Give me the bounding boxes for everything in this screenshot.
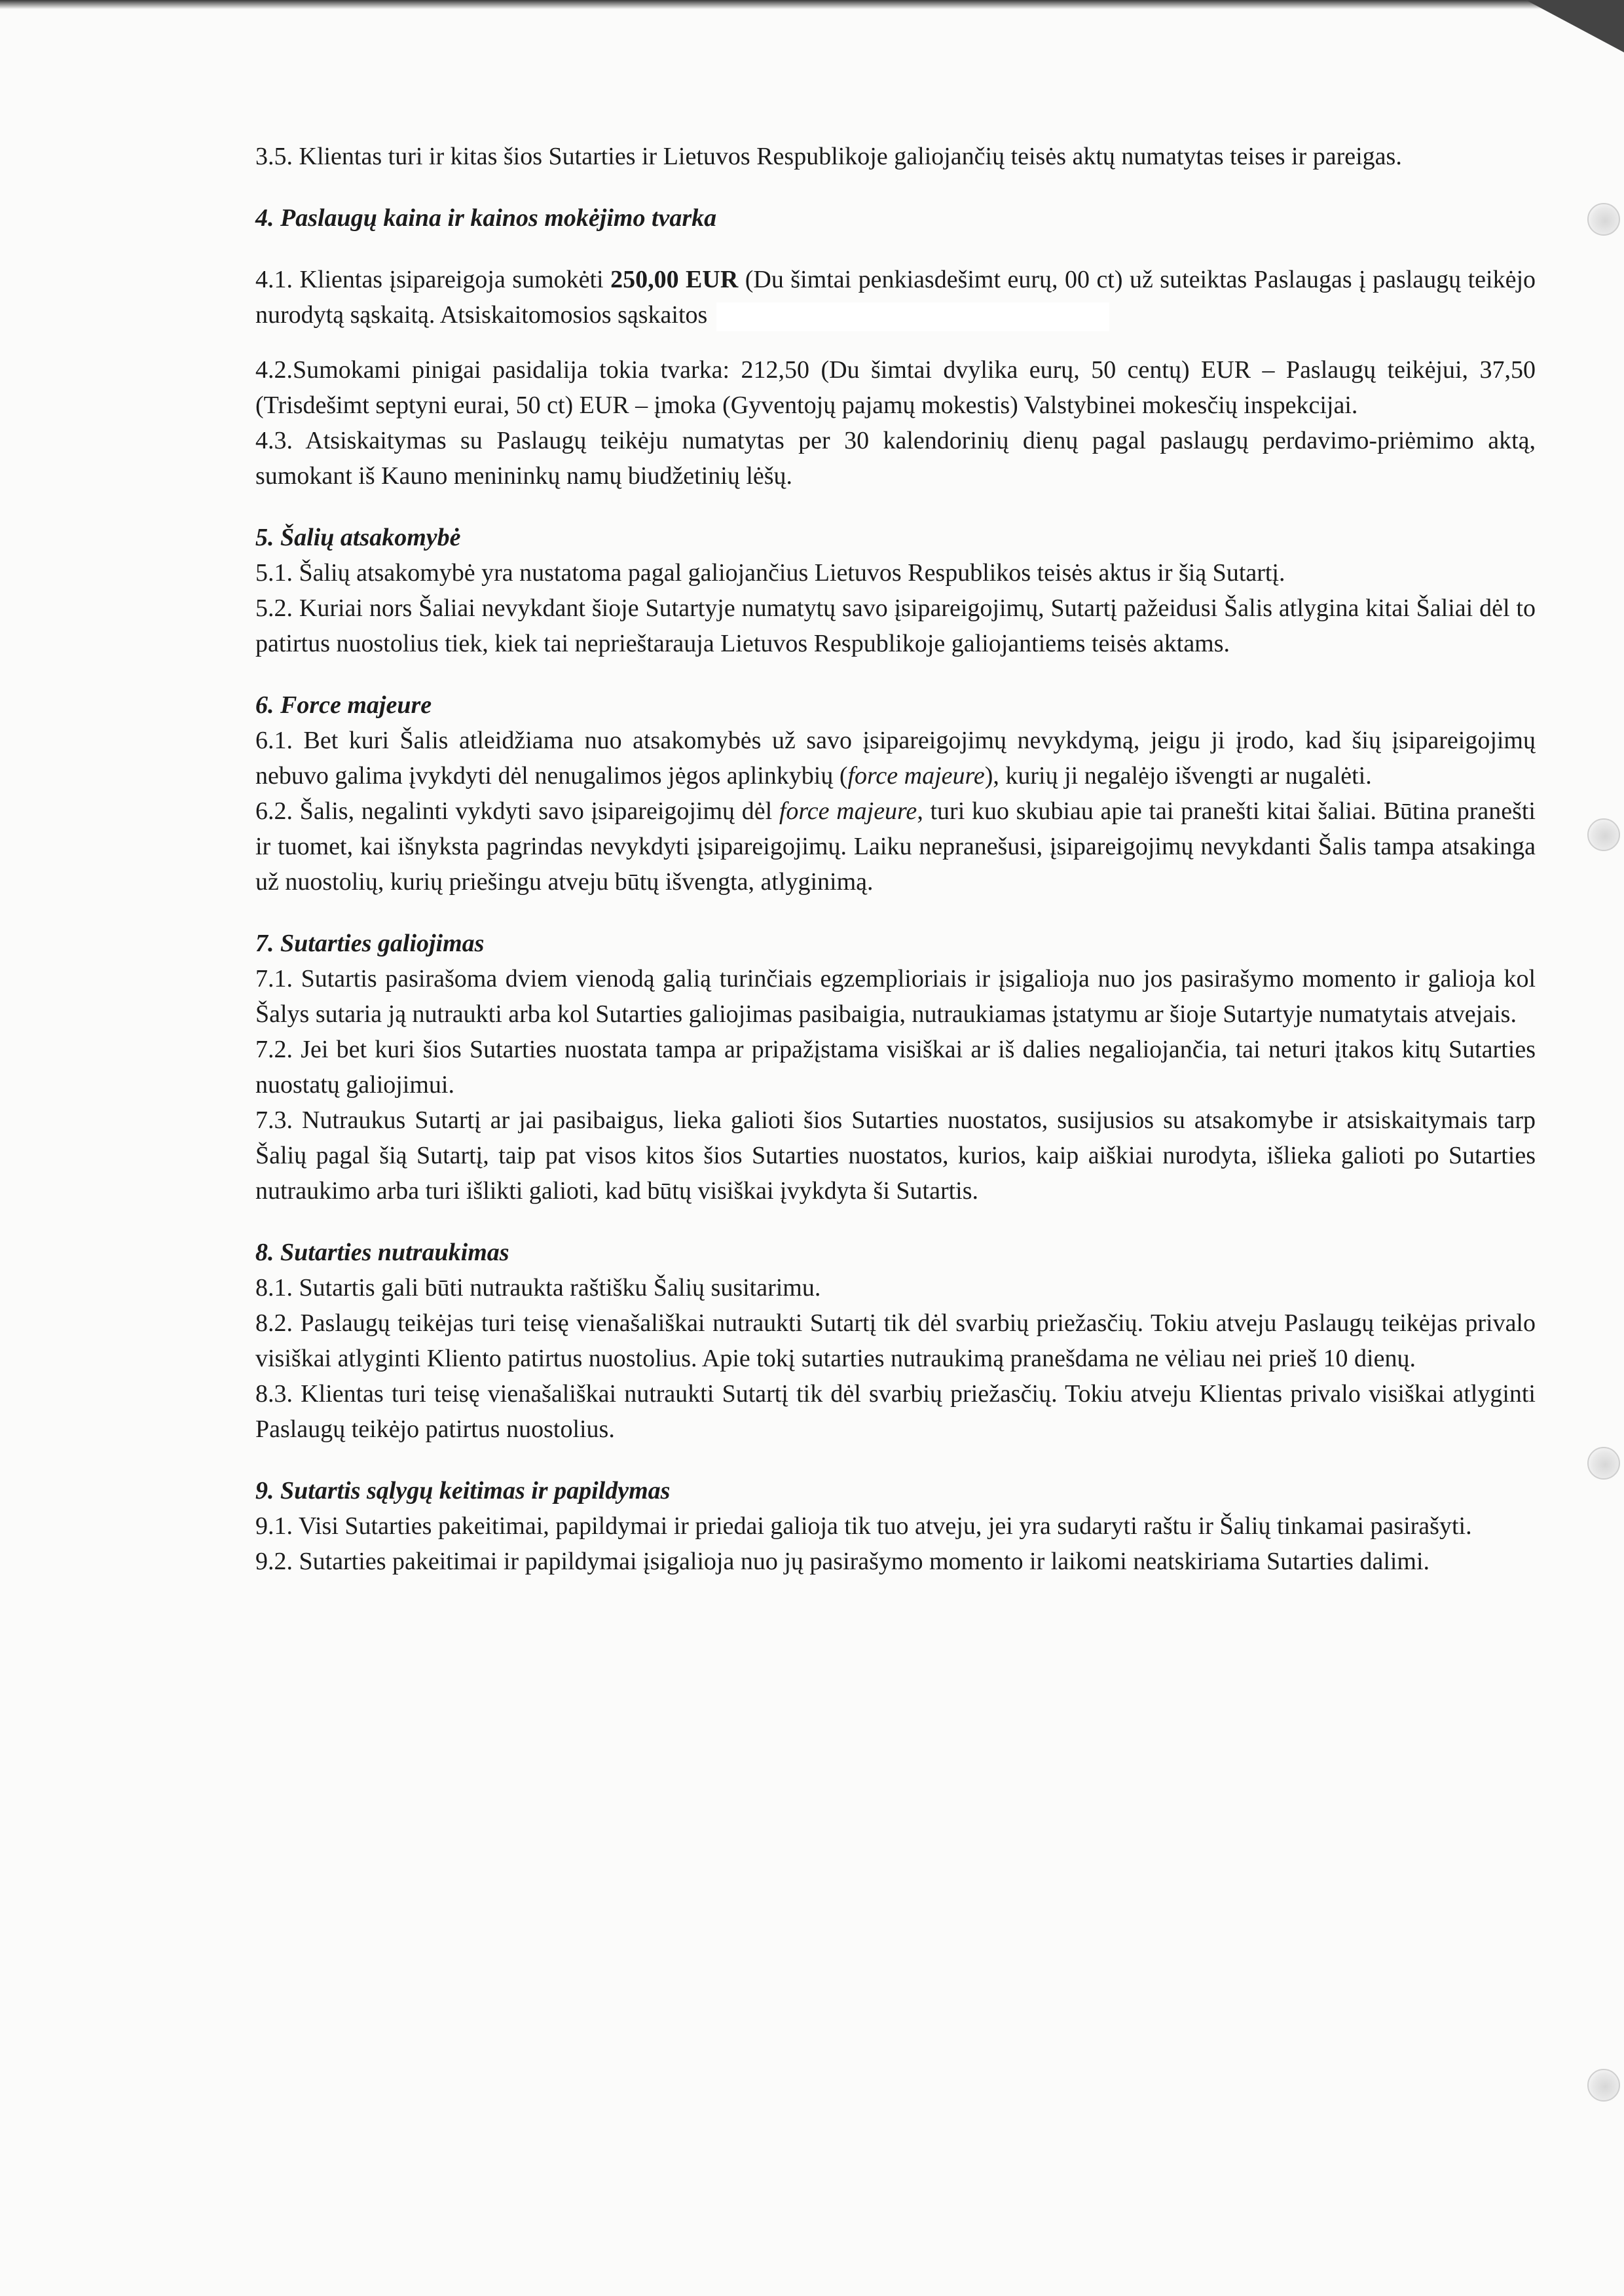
clause-6-2-text-b: , turi kuo skubiau apie tai pranešti kitai šaliai. Būtina pranešti ir tuomet, kai išnyksta pagrindas nevykdyti įsipareigojimų. Laiku nepranešusi, įsipareigojimų nevykdanti Šalis tampa atsakinga už nuostolių, kurių priešingu atveju būtų išvengta, atlyginimą. — [255, 797, 1536, 896]
clause-6-2-force-majeure: force majeure — [779, 797, 917, 825]
clause-6-1-text-b: ), kurių ji negalėjo išvengti ar nugalėti. — [984, 762, 1372, 790]
scan-top-edge — [0, 0, 1624, 9]
section-8-heading: 8. Sutarties nutraukimas — [255, 1239, 509, 1266]
clause-4-1 — [255, 262, 1536, 333]
clause-5-2: 5.2. Kuriai nors Šaliai nevykdant šioje Sutartyje numatytų savo įsipareigojimų, Sutartį pažeidusi Šalis atlygina kitai Šaliai dėl to patirtus nuostolius tiek, kiek tai neprieštarauja Lietuvos Respublikoje galiojantiems teisės aktams. — [255, 594, 1536, 657]
section-6-heading: 6. Force majeure — [255, 691, 432, 719]
clause-8-2: 8.2. Paslaugų teikėjas turi teisę vienašališkai nutraukti Sutartį tik dėl svarbių priežasčių. Tokiu atveju Paslaugų teikėjas privalo visiškai atlyginti Kliento patirtus nuostolius. Apie tokį sutarties nutraukimą pranešdama ne vėliau nei prieš 10 dienų. — [255, 1309, 1536, 1372]
section-4-heading: 4. Paslaugų kaina ir kainos mokėjimo tvarka — [255, 204, 717, 232]
clause-6-1-force-majeure: force majeure — [847, 762, 985, 790]
punch-hole-1 — [1587, 203, 1620, 236]
clause-9-2: 9.2. Sutarties pakeitimai ir papildymai įsigalioja nuo jų pasirašymo momento ir laikomi neatskiriama Sutarties dalimi. — [255, 1548, 1430, 1575]
clause-4-1-text-a: 4.1. Klientas įsipareigoja sumokėti — [255, 266, 604, 293]
section-5-heading: 5. Šalių atsakomybė — [255, 524, 461, 551]
clause-6-1-text-a: 6.1. Bet kuri Šalis atleidžiama nuo atsakomybės už savo įsipareigojimų nevykdymą, jeigu ji įrodo, kad šių įsipareigojimų nebuvo galima įvykdyti dėl nenugalimos jėgos aplinkybių ( — [255, 727, 1536, 790]
clause-8-3: 8.3. Klientas turi teisę vienašališkai nutraukti Sutartį tik dėl svarbių priežasčių. Tokiu atveju Klientas privalo visiškai atlyginti Paslaugų teikėjo patirtus nuostolius. — [255, 1380, 1536, 1443]
clause-9-1: 9.1. Visi Sutarties pakeitimai, papildymai ir priedai galioja tik tuo atveju, jei yra sudaryti raštu ir Šalių tinkamai pasirašyti. — [255, 1512, 1472, 1540]
section-9-heading: 9. Sutartis sąlygų keitimas ir papildymas — [255, 1477, 671, 1504]
clause-4-2: 4.2.Sumokami pinigai pasidalija tokia tvarka: 212,50 (Du šimtai dvylika eurų, 50 centų) EUR – Paslaugų teikėjui, 37,50 (Trisdešimt septyni eurai, 50 ct) EUR – įmoka (Gyventojų pajamų mokestis) Valstybinei mokesčių inspekcijai. — [255, 356, 1536, 419]
document-page — [255, 139, 1536, 1579]
clause-6-2 — [255, 793, 1536, 900]
punch-hole-4 — [1587, 2069, 1620, 2102]
clause-4-1-text-b: (Du šimtai penkiasdešimt eurų, 00 ct) už suteiktas Paslaugas į paslaugų teikėjo nurodytą sąskaitą. Atsiskaitomosios sąskaitos — [255, 266, 1536, 329]
clause-8-1: 8.1. Sutartis gali būti nutraukta raštišku Šalių susitarimu. — [255, 1274, 821, 1302]
clause-5-1: 5.1. Šalių atsakomybė yra nustatoma pagal galiojančius Lietuvos Respublikos teisės aktus ir šią Sutartį. — [255, 559, 1285, 587]
clause-6-1 — [255, 723, 1536, 793]
punch-hole-2 — [1587, 818, 1620, 851]
section-7-heading: 7. Sutarties galiojimas — [255, 930, 485, 957]
clause-4-3: 4.3. Atsiskaitymas su Paslaugų teikėju numatytas per 30 kalendorinių dienų pagal paslaugų perdavimo-priėmimo aktą, sumokant iš Kauno menininkų namų biudžetinių lėšų. — [255, 427, 1536, 490]
clause-7-1: 7.1. Sutartis pasirašoma dviem vienodą galią turinčiais egzemplioriais ir įsigalioja nuo jos pasirašymo momento ir galioja kol Šalys sutaria ją nutraukti arba kol Sutarties galiojimas pasibaigia, nutraukiamas įstatymu ar šioje Sutartyje numatytais atvejais. — [255, 965, 1536, 1028]
clause-3-5: 3.5. Klientas turi ir kitas šios Sutarties ir Lietuvos Respublikoje galiojančių teisės aktų numatytas teises ir pareigas. — [255, 143, 1402, 170]
punch-hole-3 — [1587, 1447, 1620, 1480]
clause-7-3: 7.3. Nutraukus Sutartį ar jai pasibaigus, lieka galioti šios Sutarties nuostatos, susijusios su atsakomybe ir atsiskaitymais tarp Šalių pagal šią Sutartį, taip pat visos kitos šios Sutarties nuostatos, kurios, kaip aiškiai nurodyta, išlieka galioti po Sutarties nutraukimo arba turi išlikti galioti, kad būtų visiškai įvykdyta ši Sutartis. — [255, 1106, 1536, 1205]
clause-4-1-amount: 250,00 EUR — [610, 266, 739, 293]
clause-7-2: 7.2. Jei bet kuri šios Sutarties nuostata tampa ar pripažįstama visiškai ar iš dalies negaliojančia, tai neturi įtakos kitų Sutarties nuostatų galiojimui. — [255, 1036, 1536, 1099]
redacted-account-number — [716, 302, 1109, 331]
clause-6-2-text-a: 6.2. Šalis, negalinti vykdyti savo įsipareigojimų dėl — [255, 797, 773, 825]
scan-corner-shadow — [1526, 0, 1624, 52]
